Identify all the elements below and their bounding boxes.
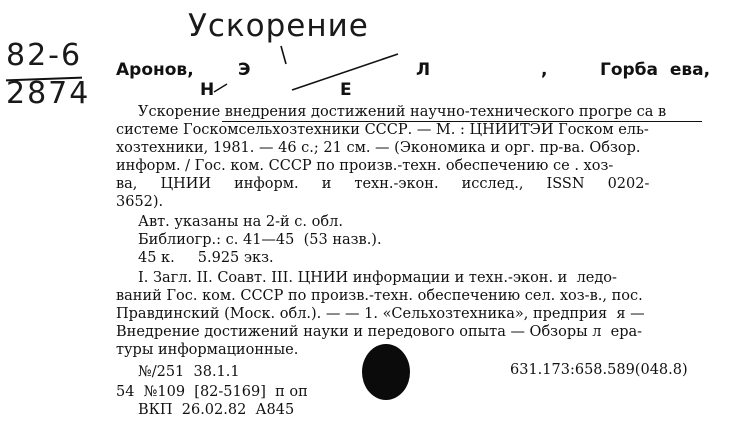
- description-line-6: 3652).: [116, 194, 164, 210]
- author-separator: ,: [541, 60, 548, 80]
- shelf-mark-top: 82-6: [6, 38, 83, 73]
- description-line-4: информ. / Гос. ком. СССР по произв.-техн. обеспечению се . хоз-: [116, 158, 614, 174]
- chamber-stamp: ВКП 26.02.82 А845: [138, 402, 295, 418]
- author-1-surname: Аронов,: [116, 60, 194, 80]
- note-authors: Авт. указаны на 2-й с. обл.: [138, 214, 343, 230]
- card-number: 54 №109 [82-5169] п оп: [116, 384, 308, 400]
- description-line-2: системе Госкомсельхозтехники СССР. — М. : ЦНИИТЭИ Госком ель-: [116, 122, 649, 138]
- tracing-line-3: Правдинский (Моск. обл.). — — 1. «Сельхозтехника», предприя я —: [116, 306, 645, 322]
- udc-index: 631.173:658.589(048.8): [510, 362, 688, 378]
- tracing-line-5: туры информационные.: [116, 342, 299, 358]
- classification-code: №/251 38.1.1: [138, 364, 240, 380]
- handwritten-title: Ускорение: [188, 8, 369, 44]
- price-and-print-run: 45 к. 5.925 экз.: [138, 250, 274, 266]
- punch-hole: [362, 344, 410, 400]
- tracing-line-1: I. Загл. II. Соавт. III. ЦНИИ информации и техн.-экон. и ледо-: [138, 270, 617, 286]
- tracing-line-4: Внедрение достижений науки и передового опыта — Обзоры л ера-: [116, 324, 643, 340]
- shelf-mark-bottom: 2874: [6, 76, 91, 111]
- description-line-5: ва, ЦНИИ информ. и техн.-экон. исслед., ISSN 0202-: [116, 176, 650, 192]
- author-2-initial-1: Н: [200, 80, 215, 100]
- author-1-initial-1: Э: [238, 60, 251, 80]
- pen-stroke-curve: [214, 84, 227, 92]
- pen-stroke-tick: [281, 46, 286, 64]
- author-2-initial-2: Е: [340, 80, 352, 100]
- tracing-line-2: ваний Гос. ком. СССР по произв.-техн. обеспечению сел. хоз-в., пос.: [116, 288, 643, 304]
- author-2-surname: Горба ева,: [600, 60, 711, 80]
- description-line-3: хозтехники, 1981. — 46 с.; 21 см. — (Экономика и орг. пр-ва. Обзор.: [116, 140, 641, 156]
- title-line-1: Ускорение внедрения достижений научно-технического прогре са в: [138, 104, 667, 120]
- author-1-initial-2: Л: [416, 60, 431, 80]
- note-bibliography: Библиогр.: с. 41—45 (53 назв.).: [138, 232, 382, 248]
